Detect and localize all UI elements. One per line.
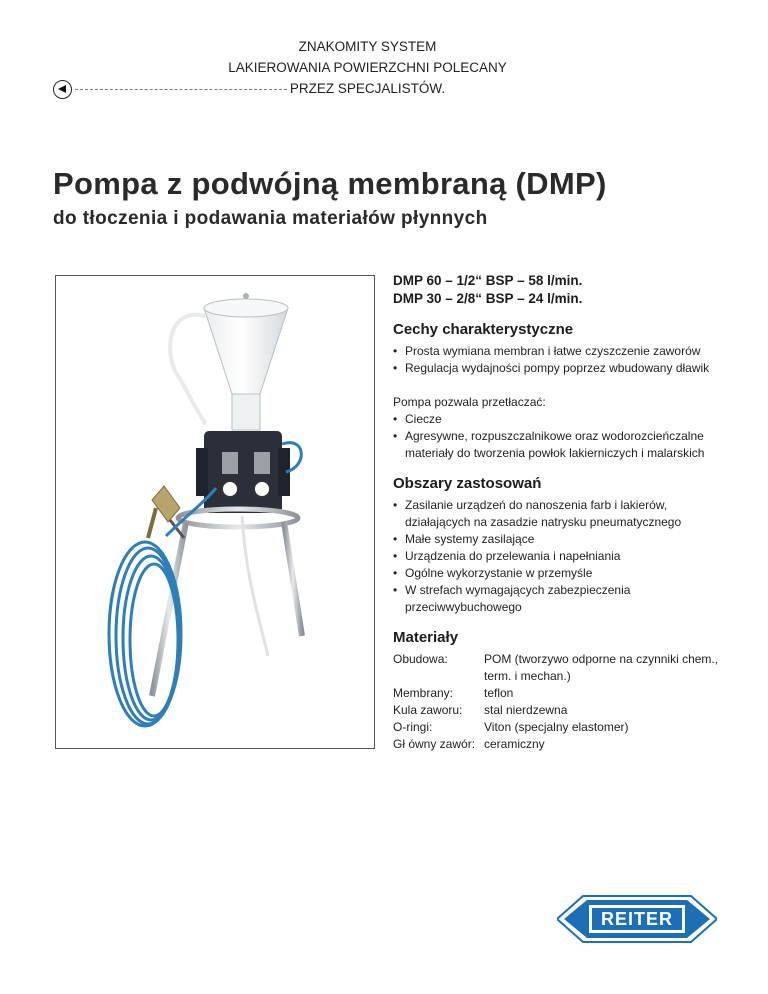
materials-value: stal nierdzewna: [484, 703, 568, 717]
list-item: • Ogólne wykorzystanie w przemyśle: [393, 565, 733, 582]
materials-row: [393, 651, 733, 685]
tagline-line: LAKIEROWANIA POWIERZCHNI POLECANY: [228, 60, 507, 75]
logo-text: REITER: [600, 909, 674, 929]
left-arrow-circle-icon[interactable]: [53, 80, 72, 99]
materials-value: Viton (specjalny elastomer): [484, 720, 629, 734]
materials-row: [393, 702, 733, 719]
applications-heading: Obszary zastosowań: [393, 475, 542, 492]
tripod-leg: [284, 522, 302, 636]
materials-table: [393, 651, 733, 753]
materials-value: ceramiczny: [484, 737, 545, 751]
list-item: • Małe systemy zasilające: [393, 531, 733, 548]
materials-row: [393, 736, 733, 753]
materials-value: POM (tworzywo odporne na czynniki chem., term. i mechan.): [484, 652, 719, 683]
applications-list: [393, 497, 733, 616]
funnel-cup: [204, 308, 288, 394]
materials-row: [393, 685, 733, 702]
features-heading: Cechy charakterystyczne: [393, 321, 574, 338]
list-item: • Regulacja wydajności pompy poprzez wbudowany dławik: [393, 360, 733, 377]
pumps-intro: Pompa pozwala przetłaczać:: [393, 395, 546, 409]
materials-key: Kula zaworu:: [393, 703, 463, 717]
pumps-list: [393, 411, 733, 462]
materials-row: [393, 719, 733, 736]
pump-body: [204, 431, 282, 513]
page-title: Pompa z podwójną membraną (DMP): [53, 166, 607, 201]
features-list: [393, 343, 733, 377]
product-photo: [55, 275, 375, 749]
reiter-logo: [557, 894, 717, 944]
materials-heading: Materiały: [393, 629, 459, 646]
materials-value: teflon: [484, 686, 514, 700]
dashed-divider: [75, 89, 287, 90]
page-subtitle: do tłoczenia i podawania materiałów płynnych: [53, 208, 488, 229]
materials-key: Membrany:: [393, 686, 454, 700]
tagline-line: ZNAKOMITY SYSTEM: [298, 39, 437, 54]
list-item: • Urządzenia do przelewania i napełniania: [393, 548, 733, 565]
model-line: DMP 60 – 1/2“ BSP – 58 l/min.: [393, 273, 583, 288]
list-item: • W strefach wymagających zabezpieczenia przeciwwybuchowego: [393, 582, 733, 616]
list-item: • Agresywne, rozpuszczalnikowe oraz wodorozcieńczalne materiały do tworzenia powłok lakierniczych i malarskich: [393, 428, 733, 462]
list-item: • Prosta wymiana membran i łatwe czyszczenie zaworów: [393, 343, 733, 360]
materials-key: Obudowa:: [393, 652, 448, 666]
list-item: • Ciecze: [393, 411, 733, 428]
list-item: • Zasilanie urządzeń do nanoszenia farb i lakierów, działających na zasadzie natrysku pneumatycznego: [393, 497, 733, 531]
spec-column: [393, 272, 733, 753]
model-line: DMP 30 – 2/8“ BSP – 24 l/min.: [393, 291, 583, 306]
materials-key: Gł ówny zawór:: [393, 737, 476, 751]
tagline-line: PRZEZ SPECJALISTÓW.: [289, 81, 446, 96]
materials-key: O-ringi:: [393, 720, 433, 734]
